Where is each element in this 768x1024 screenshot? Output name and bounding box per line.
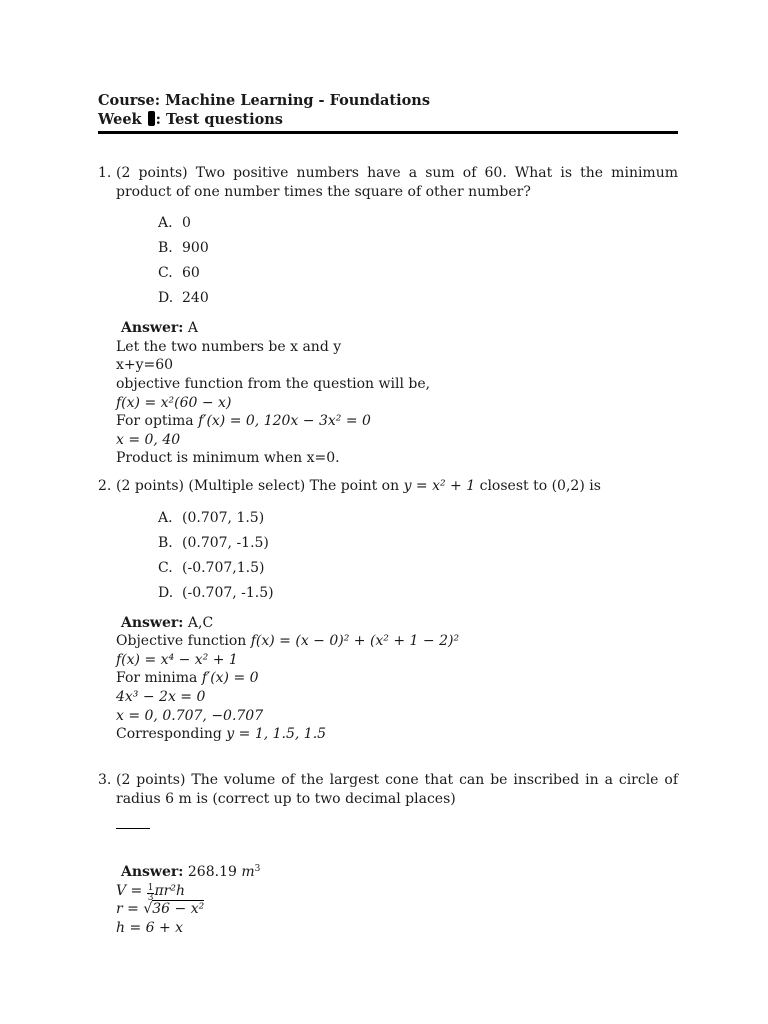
question-1	[98, 164, 678, 468]
option-c	[158, 261, 678, 286]
week-title	[98, 110, 678, 129]
question-text: (2 points) The volume of the largest cone that can be inscribed in a circle of radius 6 m is (correct up to two decimal places)	[116, 772, 678, 807]
solution-text: For minima	[116, 670, 202, 687]
option-value: (-0.707, -1.5)	[182, 584, 274, 601]
math-expression: y = x² + 1	[403, 478, 476, 494]
answer-value: 268.19	[187, 864, 237, 881]
option-value: (0.707, 1.5)	[182, 509, 265, 526]
math-expression: f(x) = (x − 0)² + (x² + 1 − 2)²	[250, 633, 460, 650]
solution-line: objective function from the question will be,	[116, 375, 431, 392]
question-number: 3.	[98, 772, 112, 788]
math-expression: = x²(60 − x)	[140, 394, 232, 411]
option-a	[158, 506, 678, 531]
math-expression: 4x³ − 2x = 0	[116, 688, 206, 705]
answer-blank-line	[116, 828, 150, 829]
answer-unit-exponent: 3	[254, 864, 261, 875]
answer-block	[116, 319, 678, 468]
solution-line	[116, 919, 678, 938]
solution-line: Product is minimum when x=0.	[116, 450, 340, 467]
question-number: 2.	[98, 478, 112, 494]
option-value: 0	[182, 215, 191, 232]
solution-line	[116, 882, 678, 901]
answer-label: Answer:	[121, 320, 184, 337]
question-text-prefix: (2 points) (Multiple select) The point on	[116, 478, 404, 494]
option-label: C.	[158, 265, 173, 282]
option-d	[158, 581, 678, 606]
option-label: A.	[158, 215, 173, 232]
question-2	[98, 477, 678, 744]
week-prefix: Week	[98, 111, 147, 128]
solution-text: Corresponding	[116, 726, 227, 743]
solution-line	[116, 725, 678, 744]
solution-line	[116, 632, 678, 651]
header-rule	[98, 131, 678, 134]
solution-line	[116, 651, 678, 670]
question-text: (2 points) Two positive numbers have a sum of 60. What is the minimum product of one number times the square of other number?	[116, 165, 678, 200]
option-value: 240	[182, 290, 209, 307]
answer-label: Answer:	[121, 864, 184, 881]
math-expression: f(x)	[116, 394, 141, 411]
fraction-numerator: 1	[147, 882, 154, 893]
course-title: Course: Machine Learning - Foundations	[98, 92, 430, 109]
question-number: 1.	[98, 165, 112, 181]
option-d	[158, 286, 678, 311]
solution-line	[116, 669, 678, 688]
option-label: A.	[158, 509, 173, 526]
math-expression: y = 1, 1.5, 1.5	[226, 726, 327, 743]
solution-line	[116, 707, 678, 726]
option-b	[158, 236, 678, 261]
radicand: 36 − x²	[152, 901, 205, 918]
math-expression: x = 0, 0.707, −0.707	[116, 707, 264, 724]
document-header	[98, 91, 678, 129]
options-list	[158, 506, 678, 606]
answer-value: A	[187, 320, 199, 337]
solution-text: For optima	[116, 413, 199, 430]
solution-line: x+y=60	[116, 357, 174, 374]
option-value: (0.707, -1.5)	[182, 534, 269, 551]
math-expression: πr²h	[154, 882, 186, 899]
solution-line	[116, 431, 678, 450]
question-text	[116, 477, 678, 496]
solution-line	[116, 412, 678, 431]
math-expression: f′(x) = 0	[201, 670, 259, 687]
solution-line	[116, 688, 678, 707]
option-label: B.	[158, 534, 173, 551]
option-value: (-0.707,1.5)	[182, 559, 265, 576]
option-b	[158, 531, 678, 556]
solution-line: Let the two numbers be x and y	[116, 338, 342, 355]
solution-line	[116, 394, 678, 413]
fraction-denominator: 3	[147, 892, 154, 903]
answer-label: Answer:	[121, 614, 184, 631]
option-label: D.	[158, 584, 174, 601]
option-a	[158, 211, 678, 236]
redaction-mark	[148, 111, 155, 126]
math-expression: x = 0, 40	[116, 431, 181, 448]
option-c	[158, 556, 678, 581]
option-label: D.	[158, 290, 174, 307]
math-expression: h = 6 + x	[116, 919, 184, 936]
solution-text: Objective function	[116, 633, 251, 650]
options-list	[158, 211, 678, 311]
answer-line	[116, 863, 678, 882]
answer-unit: m	[241, 864, 255, 881]
math-expression: r = √	[116, 901, 153, 918]
math-expression: f′(x) = 0, 120x − 3x² = 0	[198, 413, 371, 430]
math-expression: f(x) = x⁴ − x² + 1	[116, 651, 238, 668]
answer-line	[116, 614, 678, 633]
option-label: B.	[158, 240, 173, 257]
question-3	[98, 771, 678, 938]
option-value: 60	[182, 265, 200, 282]
answer-block	[116, 614, 678, 744]
option-value: 900	[182, 240, 209, 257]
question-text-suffix: closest to (0,2) is	[475, 478, 601, 494]
math-expression: V =	[116, 882, 147, 899]
week-suffix: : Test questions	[155, 111, 283, 128]
answer-line	[116, 319, 678, 338]
option-label: C.	[158, 559, 173, 576]
answer-value: A,C	[187, 614, 214, 631]
answer-block	[116, 863, 678, 937]
solution-line	[116, 900, 678, 919]
